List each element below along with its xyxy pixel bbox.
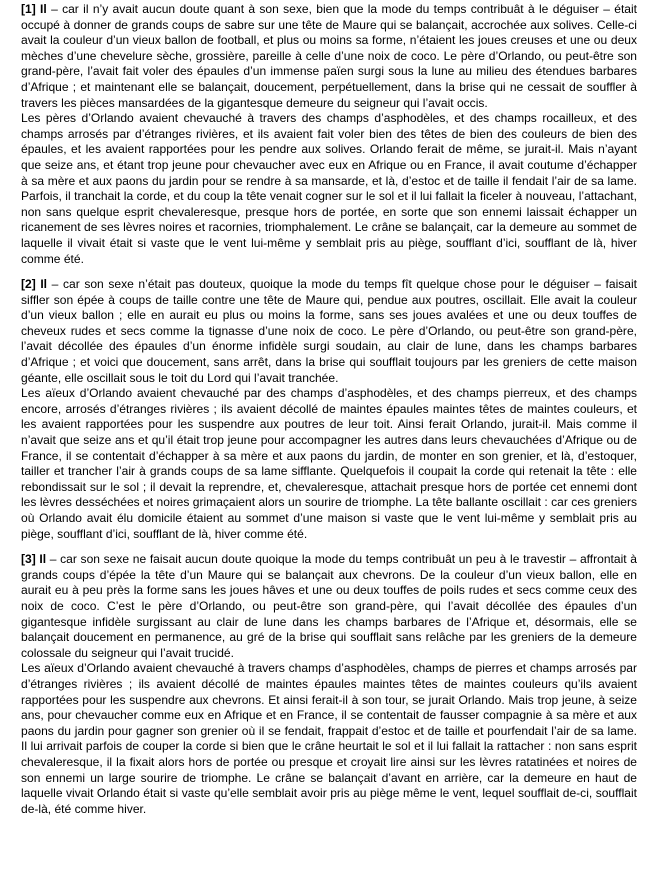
- paragraph-3-first: [21, 552, 637, 661]
- paragraph-2-marker: [2] Il: [21, 277, 48, 292]
- paragraph-3: [21, 552, 637, 817]
- paragraph-2-second: Les aïeux d’Orlando avaient chevauché par des champs d’asphodèles, et des champs pierreux, et des champs encore, arrosés d’étranges rivières ; ils avaient décollé de maintes épaules maintes têtes de maintes couleurs, et les avaient rapportées pour les suspendre aux poutres de leur toit. Ainsi ferait Orlando, jurait-il. Mais comme il n’avait que seize ans et qu’il était trop jeune pour accompagner les autres dans leurs chevauchées d’Afrique ou de France, il se contentait d’échapper à sa mère et aux paons du jardin, de monter en son grenier, et là, d’estoquer, tailler et trancher l’air à grands coups de sa lame sifflante. Quelquefois il coupait la corde qui retenait la tête : elle rebondissait sur le sol ; il devait la reprendre, et, chevaleresque, attachait presque hors de portée cet ennemi dont les lèvres desséchées et noires grimaçaient alors un sourire de triomphe. La tête ballante oscillait : car ces greniers où Orlando avait élu domicile étaient au sommet d’une maison si vaste que le vent lui-même y semblait pris au piège, soufflant d’ici, soufflant de là, hiver comme été.: [21, 386, 637, 541]
- paragraph-1-marker: [1] Il: [21, 2, 47, 16]
- paragraph-3-marker: [3] Il: [21, 552, 47, 567]
- paragraph-2-first: [21, 277, 637, 386]
- paragraph-1-second: Les pères d’Orlando avaient chevauché à travers des champs d’asphodèles, et des champs rocailleux, et des champs arrosés par d’étranges rivières, et ils avaient fait voler bien des têtes de bien des couleurs de bien des épaules, et les avaient rapportées pour les pendre aux solives. Orlando ferait de même, se jurait-il. Mais n’ayant que seize ans, et étant trop jeune pour chevaucher avec eux en Afrique ou en France, il avait coutume d’échapper à sa mère et aux paons du jardin pour se rendre à sa mansarde, et là, d’estoc et de taille il fendait l’air de sa lame. Parfois, il tranchait la corde, et du coup la tête venait cogner sur le sol et il lui fallait la ficeler à nouveau, l’attachant, non sans quelque esprit chevaleresque, presque hors de portée, en sorte que son ennemi laissait échapper un ricanement de ses lèvres noires et racornies, triomphalement. Le crâne se balançait, car la demeure au sommet de laquelle il vivait était si vaste que le vent lui-même y semblait pris au piège, soufflant d’ici, soufflant de là, hiver comme été.: [21, 111, 637, 266]
- paragraph-1-first-text: – car il n’y avait aucun doute quant à son sexe, bien que la mode du temps contribuât à le déguiser – était occupé à donner de grands coups de sabre sur une tête de Maure qui se balançait, accrochée aux solives. Celle-ci avait la couleur d’un vieux ballon de football, et plus ou moins sa forme, n’étaient les joues creuses et une ou deux mèches d’une chevelure sèche, grossière, pareille à celle d’une noix de coco. Le père d’Orlando, ou peut-être son grand-père, l’avait fait voler des épaules d’un immense païen surgi sous la lune au milieu des étendues barbares d’Afrique ; et maintenant elle se balançait, doucement, perpétuellement, dans la brise qui ne cessait de souffler à travers les pièces mansardées de la gigantesque demeure du seigneur qui l’avait occis.: [21, 2, 638, 110]
- paragraph-3-first-text: – car son sexe ne faisait aucun doute quoique la mode du temps contribuât un peu à le travestir – affrontait à grands coups d’épée la tête d’un Maure qui se balançait aux chevrons. De la couleur d’un vieux ballon, elle en aurait eu à peu près la forme sans les joues hâves et une ou deux touffes de poils rudes et secs comme ceux des noix de coco. C’est le père d’Orlando, ou peut-être son grand-père, qui l’avait décollée des épaules d’un gigantesque infidèle surgissant au clair de lune dans les champs barbares de l’Afrique et, désormais, elle se balançait doucement en permanence, au gré de la brise qui soufflait sans relâche par les greniers de la demeure colossale du seigneur qui l’avait trucidé.: [21, 552, 637, 660]
- paragraph-1: [21, 2, 637, 267]
- paragraph-3-second: Les aïeux d’Orlando avaient chevauché à travers champs d’asphodèles, champs de pierres et champs arrosés par d’étranges rivières ; ils avaient décollé de maintes épaules maintes têtes de maintes couleurs qu’ils avaient rapportées pour les suspendre aux chevrons. Et ainsi ferait-il à son tour, se jurait Orlando. Mais trop jeune, à seize ans, pour chevaucher comme eux en Afrique et en France, il se contentait de fausser compagnie à sa mère et aux paons du jardin pour gagner son grenier où il se fendait, frappait d’estoc et de taille et pourfendait l’air de sa lame. Il lui arrivait parfois de couper la corde si bien que le crâne heurtait le sol et il lui fallait la rattacher : non sans esprit chevaleresque, il la fixait alors hors de portée ou presque et croyait lire ainsi sur les lèvres ratatinées et noires de son ennemi un large sourire de triomphe. Le crâne se balançait d’avant en arrière, car la demeure en haut de laquelle vivait Orlando était si vaste qu’elle semblait avoir pris au piège même le vent, lequel soufflait de-ci, soufflait de-là, été comme hiver.: [21, 661, 637, 816]
- paragraph-2-first-text: – car son sexe n’était pas douteux, quoique la mode du temps fît quelque chose pour le déguiser – faisait siffler son épée à coups de taille contre une tête de Maure qui, pendue aux poutres, oscillait. Elle avait la couleur d’un vieux ballon ; elle en aurait eu plus ou moins la forme, sans ses joues avalées et une ou deux touffes de cheveux rudes et secs comme la tignasse d’une noix de coco. Le père d’Orlando, ou peut-être son grand-père, l’avait décollée des épaules d’un énorme infidèle surgi soudain, au clair de lune, dans les champs barbares d’Afrique ; et voici que doucement, sans arrêt, dans la brise qui soufflait toujours par les greniers de cette maison géante, elle oscillait sous le toit du Lord qui l’avait tranchée.: [21, 277, 638, 385]
- paragraph-2: [21, 277, 637, 542]
- paragraph-1-first: [21, 2, 637, 111]
